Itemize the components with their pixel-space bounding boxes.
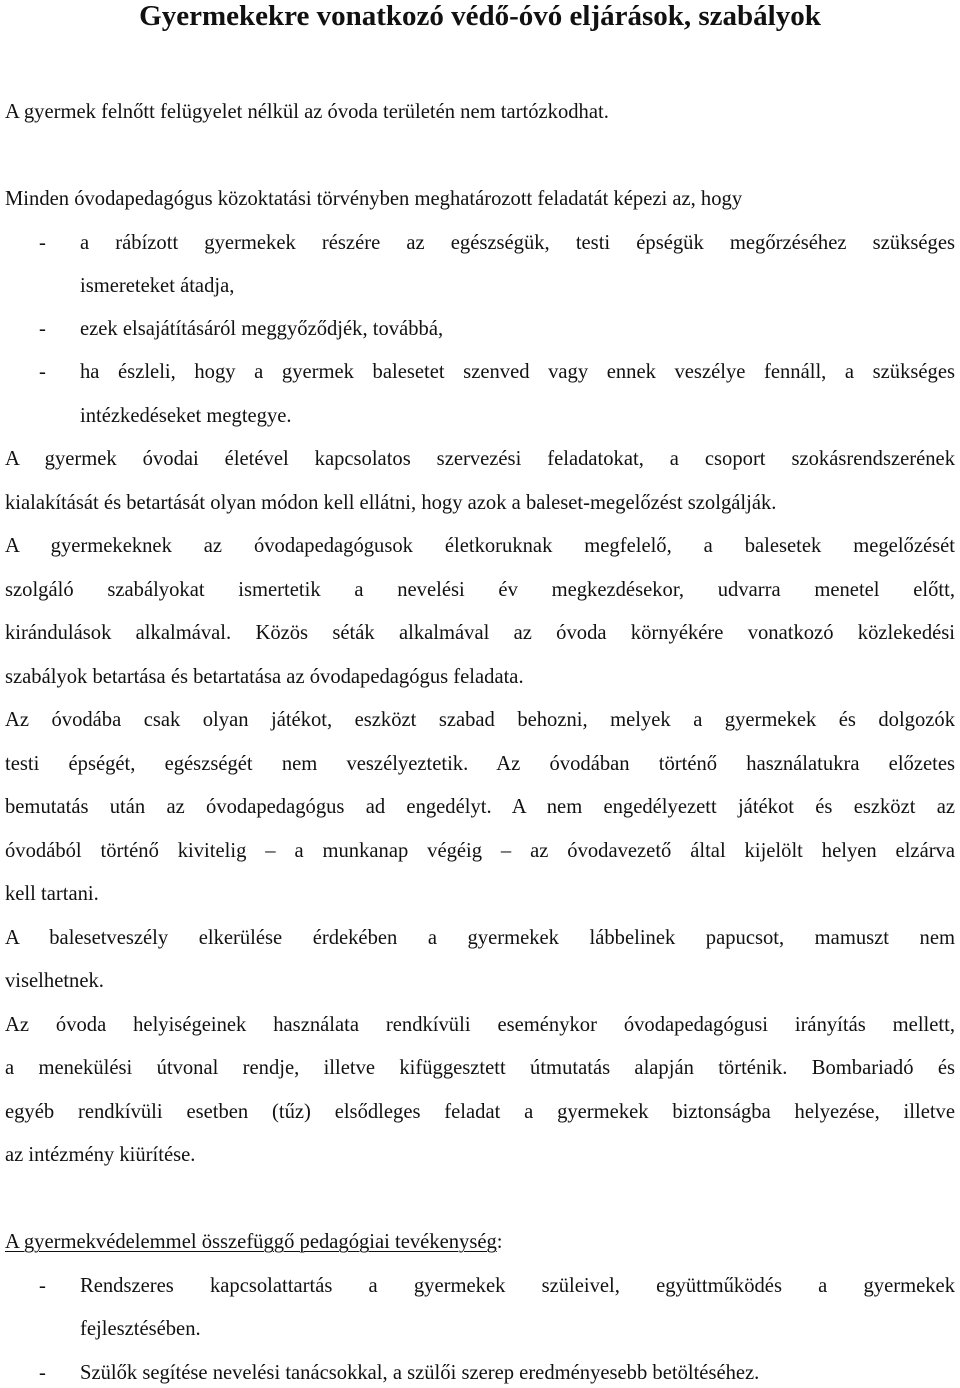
list-dash: -	[39, 318, 46, 340]
section-heading-text: A gyermekvédelemmel összefüggő pedagógiai tevékenység	[5, 1231, 497, 1253]
list-item-line: fejlesztésében.	[80, 1318, 201, 1340]
list-item-line: ezek elsajátításáról meggyőződjék, továbbá,	[80, 318, 444, 340]
paragraph-line: egyéb rendkívüli esetben (tűz) elsődleges feladat a gyermekek biztonságba helyezése, illetve	[5, 1101, 955, 1123]
paragraph-line: a menekülési útvonal rendje, illetve kifüggesztett útmutatás alapján történik. Bombariadó és	[5, 1057, 955, 1079]
list-dash: -	[39, 232, 46, 254]
paragraph-line: A gyermek óvodai életével kapcsolatos szervezési feladatokat, a csoport szokásrendszerének	[5, 448, 955, 470]
paragraph-line: A gyermek felnőtt felügyelet nélkül az óvoda területén nem tartózkodhat.	[5, 101, 609, 123]
list-dash: -	[39, 1362, 46, 1384]
list-item-line: Szülők segítése nevelési tanácsokkal, a szülői szerep eredményesebb betöltéséhez.	[80, 1362, 760, 1384]
document-title: Gyermekekre vonatkozó védő-óvó eljárások, szabályok	[139, 0, 821, 32]
paragraph-line: kialakítását és betartását olyan módon kell ellátni, hogy azok a baleset-megelőzést szolgálják.	[5, 492, 777, 514]
list-item-line: ismereteket átadja,	[80, 275, 235, 297]
paragraph-line: testi épségét, egészségét nem veszélyeztetik. Az óvodában történő használatukra előzetes	[5, 753, 955, 775]
paragraph-line: kirándulások alkalmával. Közös séták alkalmával az óvoda környékére vonatkozó közlekedési	[5, 622, 955, 644]
paragraph-line: A gyermekeknek az óvodapedagógusok életkoruknak megfelelő, a balesetek megelőzését	[5, 535, 955, 557]
paragraph-line: viselhetnek.	[5, 970, 104, 992]
paragraph-line: bemutatás után az óvodapedagógus ad engedélyt. A nem engedélyezett játékot és eszközt az	[5, 796, 955, 818]
list-item-line: ha észleli, hogy a gyermek balesetet szenved vagy ennek veszélye fennáll, a szükséges	[80, 361, 955, 383]
list-dash: -	[39, 1275, 46, 1297]
section-heading	[5, 1228, 955, 1256]
list-item-line: Rendszeres kapcsolattartás a gyermekek szüleivel, együttműködés a gyermekek	[80, 1275, 955, 1297]
paragraph-line: szolgáló szabályokat ismertetik a nevelési év megkezdésekor, udvarra menetel előtt,	[5, 579, 955, 601]
paragraph-line: az intézmény kiürítése.	[5, 1144, 196, 1166]
paragraph-line: szabályok betartása és betartatása az óvodapedagógus feladata.	[5, 666, 524, 688]
list-item-line: a rábízott gyermekek részére az egészségük, testi épségük megőrzéséhez szükséges	[80, 232, 955, 254]
paragraph-line: Az óvoda helyiségeinek használata rendkívüli eseménykor óvodapedagógusi irányítás mellett,	[5, 1014, 955, 1036]
paragraph-line: A balesetveszély elkerülése érdekében a gyermekek lábbelinek papucsot, mamuszt nem	[5, 927, 955, 949]
section-heading-colon: :	[496, 1231, 503, 1253]
paragraph-line: kell tartani.	[5, 883, 99, 905]
paragraph-line: óvodából történő kivitelig – a munkanap végéig – az óvodavezető által kijelölt helyen elzárva	[5, 840, 955, 862]
list-item-line: intézkedéseket megtegye.	[80, 405, 292, 427]
paragraph-line: Az óvodába csak olyan játékot, eszközt szabad behozni, melyek a gyermekek és dolgozók	[5, 709, 955, 731]
list-dash: -	[39, 361, 46, 383]
paragraph-line: Minden óvodapedagógus közoktatási törvényben meghatározott feladatát képezi az, hogy	[5, 188, 743, 210]
